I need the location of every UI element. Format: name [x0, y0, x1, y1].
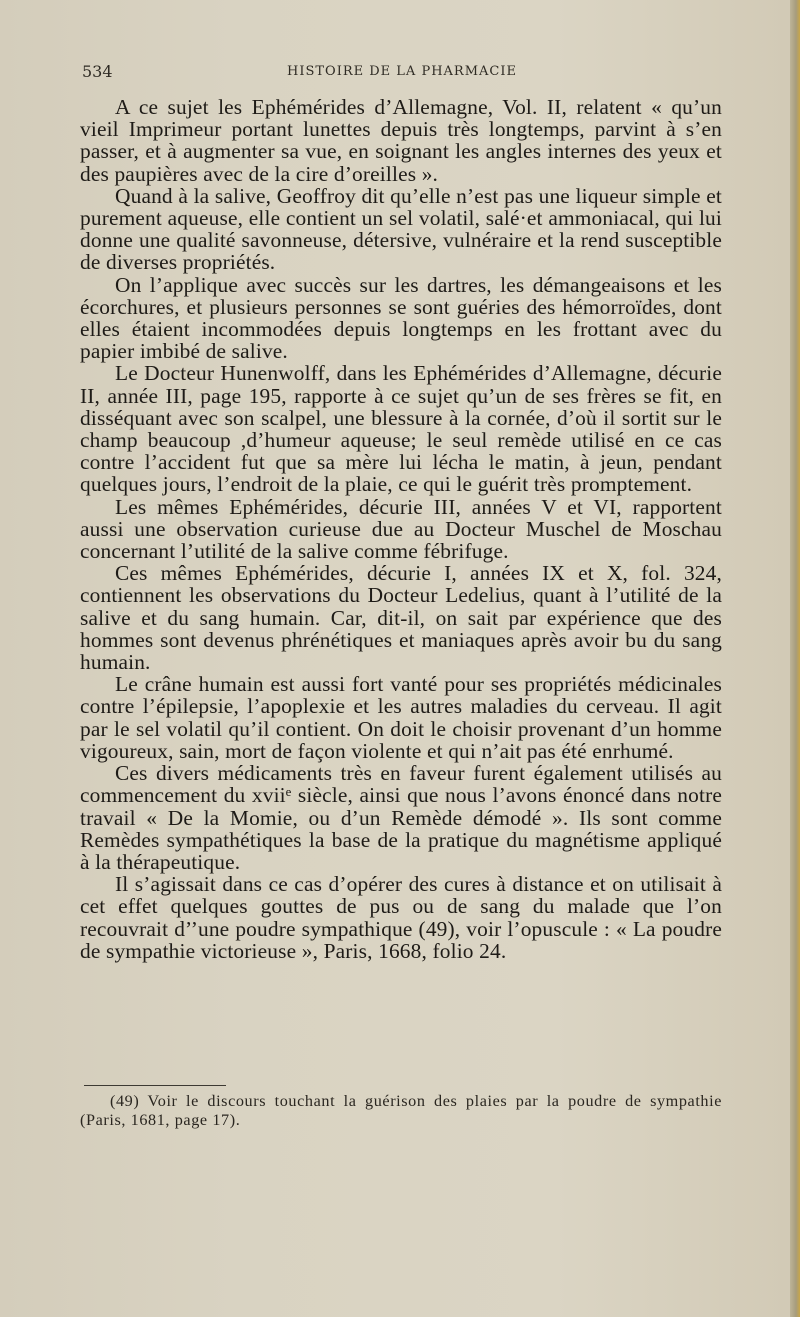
running-title: HISTOIRE DE LA PHARMACIE	[287, 64, 517, 79]
page-number: 534	[82, 62, 113, 81]
paragraph: Le crâne humain est aussi fort vanté pour ses propriétés médicinales contre l’épilepsie, l’apoplexie et les autres maladies du cerveau. Il agit par le sel volatil qu’il contient. On doit le choisir provenant d’un homme vigoureux, sain, mort de façon violente et qui n’ait pas été enrhumé.	[80, 672, 722, 763]
paragraph: Les mêmes Ephémérides, décurie III, années V et VI, rapportent aussi une observation curieuse due au Docteur Muschel de Moschau concernant l’utilité de la salive comme fébrifuge.	[80, 494, 722, 564]
paragraph: Ces mêmes Ephémérides, décurie I, années IX et X, fol. 324, contiennent les observations du Docteur Ledelius, quant à l’utilité de la salive et du sang humain. Car, dit-il, on sait par expérience que des hommes sont devenus phrénétiques et maniaques après avoir bu du sang humain.	[80, 561, 722, 675]
paragraph: A ce sujet les Ephémérides d’Allemagne, Vol. II, relatent « qu’un vieil Imprimeur portant lunettes depuis très longtemps, parvint à s’en passer, et à augmenter sa vue, en soignant les angles internes des yeux et des paupières avec de la cire d’oreilles ».	[80, 95, 722, 186]
page-edge	[790, 0, 800, 1317]
paragraph: Ces divers médicaments très en faveur furent également utilisés au commencement du xviiᵉ siècle, ainsi que nous l’avons énoncé dans notre travail « De la Momie, ou d’un Remède démodé ». Ils sont comme Remèdes sympathétiques la base de la pratique du magnétisme appliqué à la thérapeutique.	[80, 761, 722, 874]
paragraph: On l’applique avec succès sur les dartres, les démangeaisons et les écorchures, et plusieurs personnes se sont guéries des hémorroïdes, dont elles étaient incommodées depuis longtemps en les frottant avec du papier imbibé de salive.	[80, 272, 722, 364]
footnote: (49) Voir le discours touchant la guérison des plaies par la poudre de sympathie (Paris, 1681, page 17).	[80, 1092, 722, 1129]
paragraph: Quand à la salive, Geoffroy dit qu’elle n’est pas une liqueur simple et purement aqueuse, elle contient un sel volatil, salé·et ammoniacal, qui lui donne une qualité savonneuse, détersive, vulnéraire et la rend susceptible de diverses propriétés.	[80, 183, 722, 275]
page-header	[82, 62, 722, 84]
paragraph: Il s’agissait dans ce cas d’opérer des cures à distance et on utilisait à cet effet quelques gouttes de pus ou de sang du malade que l’on recouvrait d’’une poudre sympathique (49), voir l’opuscule : « La poudre de sympathie victorieuse », Paris, 1668, folio 24.	[80, 872, 722, 963]
footnote-rule	[84, 1085, 226, 1086]
paragraph: Le Docteur Hunenwolff, dans les Ephémérides d’Allemagne, décurie II, année III, page 195, rapporte à ce sujet qu’un de ses frères se fit, en disséquant avec son scalpel, une blessure à la cornée, d’où il sortit sur le champ beaucoup ,d’humeur aqueuse; le seul remède utilisé en ce cas contre l’accident fut que sa mère lui lécha le matin, à jeun, pendant quelques jours, l’endroit de la plaie, ce qui le guérit très promptement.	[80, 361, 722, 497]
body-text	[80, 96, 722, 962]
